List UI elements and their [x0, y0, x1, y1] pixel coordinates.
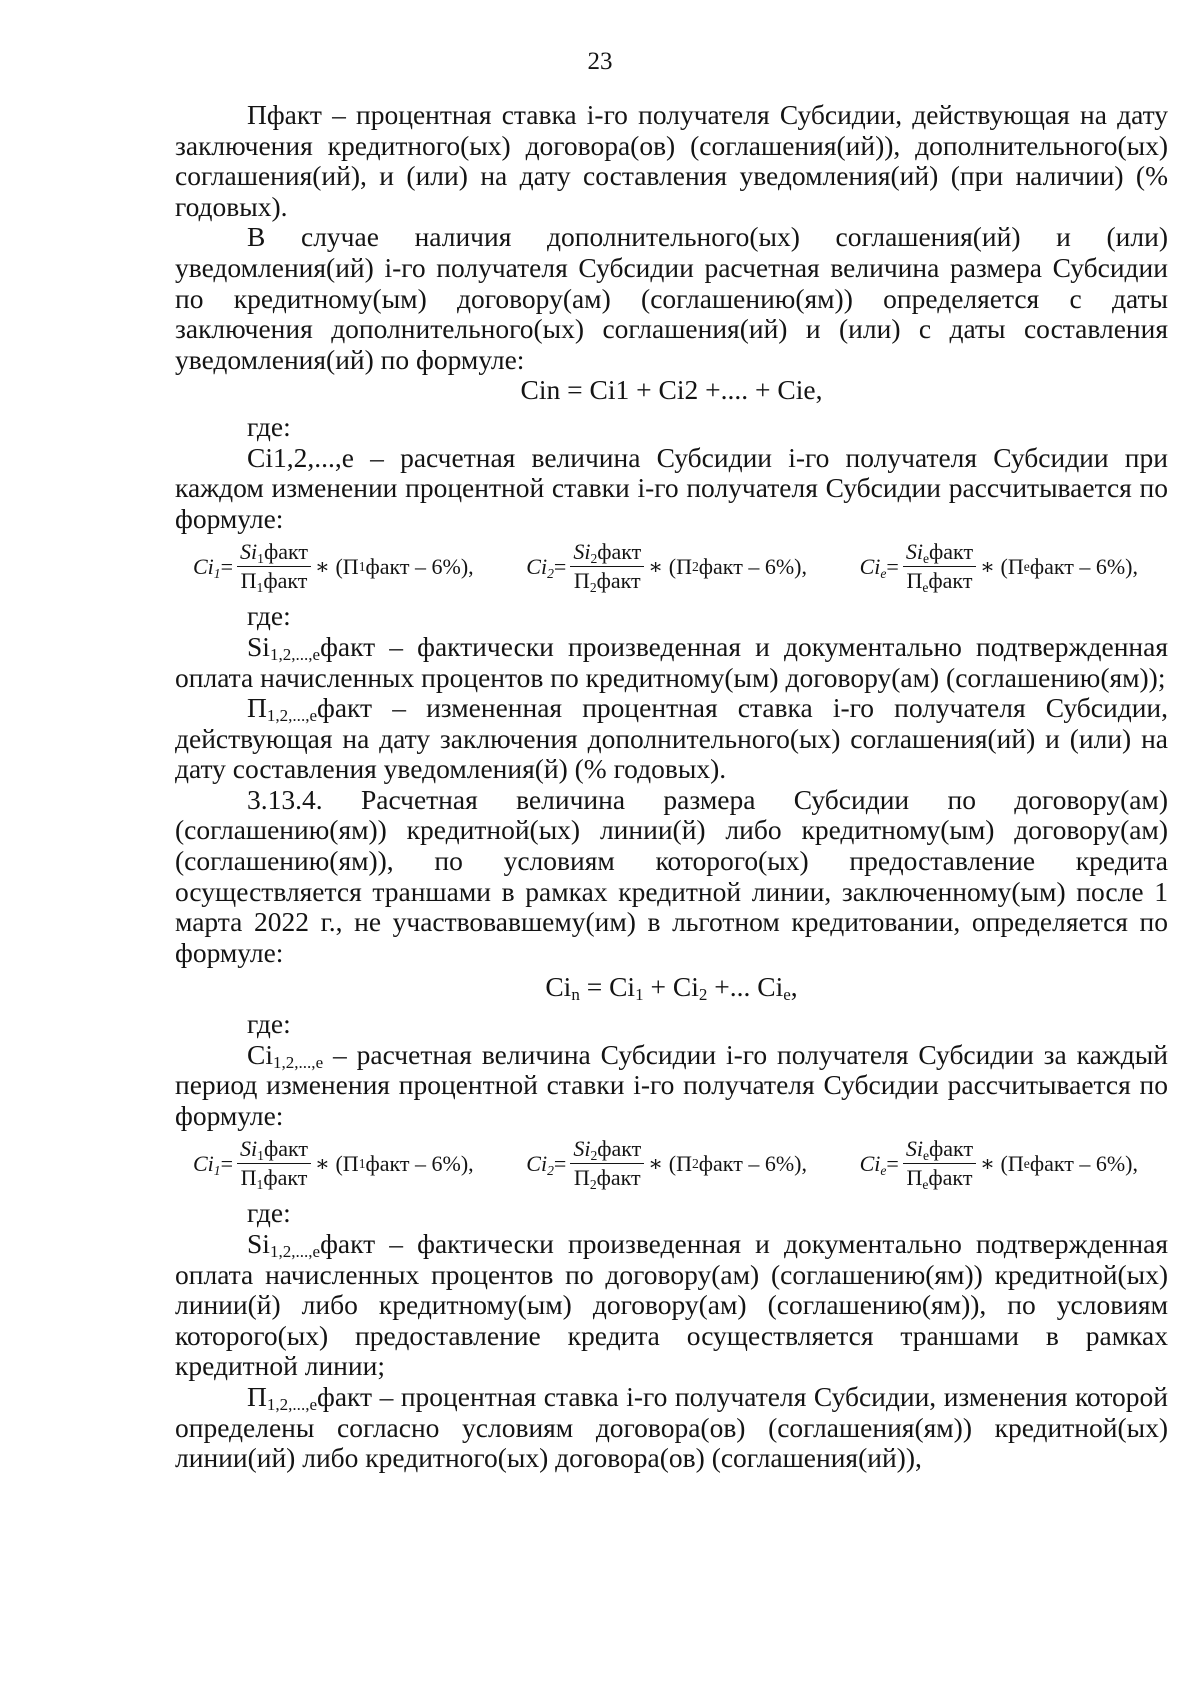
formula-cie: $Ci_e$ = $\frac{Si_eфакт}{П_eфакт}$ ∗ (П e факт – 6%),: [859, 1136, 1138, 1193]
formula-cin-sub: $Ci_n = Ci_1 + Ci_2$ +... $Ci_e$,: [545, 971, 798, 1005]
formula-ci2: $Ci_2$ = $\frac{Si_2факт}{П_2факт}$ ∗ (П 2 факт – 6%),: [526, 1136, 807, 1193]
where-label: где:: [247, 600, 291, 632]
page-number: 23: [587, 48, 613, 75]
formula-row-2: [193, 1136, 1138, 1193]
where-label: где:: [247, 410, 291, 442]
paragraph-p-fact-2: $П_{1,2,...,e}факт$ – процентная ставка i-го получателя Субсидии, изменения которой определены согласно условиям договора(ов) (соглашения(ям)) кредитной(ых) линии(ий) либо кредитного(ых) договора(ов) (соглашения(ий)),: [175, 1380, 1168, 1474]
paragraph-pfakt: Пфакт – процентная ставка i-го получателя Субсидии, действующая на дату заключения кредитного(ых) договора(ов) (соглашения(ий)), дополнительного(ых) соглашения(ий), и (или) на дату составления уведомления(ий) (при наличии) (% годовых).: [175, 99, 1168, 222]
where-label: где:: [247, 1008, 291, 1040]
paragraph-si-fact-1: $Si_{1,2,...,e}факт$ – фактически произведенная и документально подтвержденная оплата начисленных процентов по кредитному(ым) договору(ам) (соглашению(ям));: [175, 630, 1168, 693]
paragraph-p-fact-1: $П_{1,2,...,e}факт$ – измененная процентная ставка i-го получателя Субсидии, действующая на дату заключения дополнительного(ых) соглашения(ий) и (или) на дату составления уведомления(й) (% годовых).: [175, 692, 1168, 785]
paragraph-additional-agreement: В случае наличия дополнительного(ых) соглашения(ий) и (или) уведомления(ий) i-го получателя Субсидии расчетная величина размера Субсидии по кредитному(ым) договору(ам) (соглашению(ям)) определяется с даты заключения дополнительного(ых) соглашения(ий) и (или) с даты составления уведомления(ий) по формуле:: [175, 221, 1168, 375]
where-label: где:: [247, 1197, 291, 1229]
formula-cie: $Ci_e$ = $\frac{Si_eфакт}{П_eфакт}$ ∗ (П e факт – 6%),: [859, 539, 1138, 596]
paragraph-3-13-4: 3.13.4. Расчетная величина размера Субсидии по договору(ам) (соглашению(ям)) кредитной(ых) линии(й) либо кредитному(ым) договору(ам) (соглашению(ям)), по условиям которого(ых) предоставление кредита осуществляется траншами в рамках кредитной линии, заключенному(ым) после 1 марта 2022 г., не участвовавшему(им) в льготном кредитовании, определяется по формуле:: [175, 783, 1168, 968]
paragraph-ci-definition: Ci1,2,...,e – расчетная величина Субсидии i-го получателя Субсидии при каждом изменении процентной ставки i-го получателя Субсидии рассчитывается по формуле:: [175, 441, 1168, 534]
formula-ci2: $Ci_2$ = $\frac{Si_2факт}{П_2факт}$ ∗ (П 2 факт – 6%),: [526, 539, 807, 596]
paragraph-ci-period: $Ci_{1,2,...,e}$ – расчетная величина Субсидии i-го получателя Субсидии за каждый период изменения процентной ставки i-го получателя Субсидии рассчитывается по формуле:: [175, 1038, 1168, 1131]
formula-ci1: $Ci_1$ = $\frac{Si_1факт}{П_1факт}$ ∗ (П 1 факт – 6%),: [193, 1136, 474, 1193]
formula-ci1: $Ci_1$ = $\frac{Si_1факт}{П_1факт}$ ∗ (П 1 факт – 6%),: [193, 539, 474, 596]
paragraph-si-fact-2: $Si_{1,2,...,e}факт$ – фактически произведенная и документально подтвержденная оплата начисленных процентов по договору(ам) (соглашению(ям)) кредитной(ых) линии(й) либо кредитному(ым) договору(ам) (соглашению(ям)), по условиям которого(ых) предоставление кредита осуществляется траншами в рамках кредитной линии;: [175, 1228, 1168, 1382]
document-body: [175, 100, 1168, 1474]
formula-row-1: [193, 539, 1138, 596]
formula-cin: Cin = Ci1 + Ci2 +.... + Cie,: [520, 374, 823, 406]
